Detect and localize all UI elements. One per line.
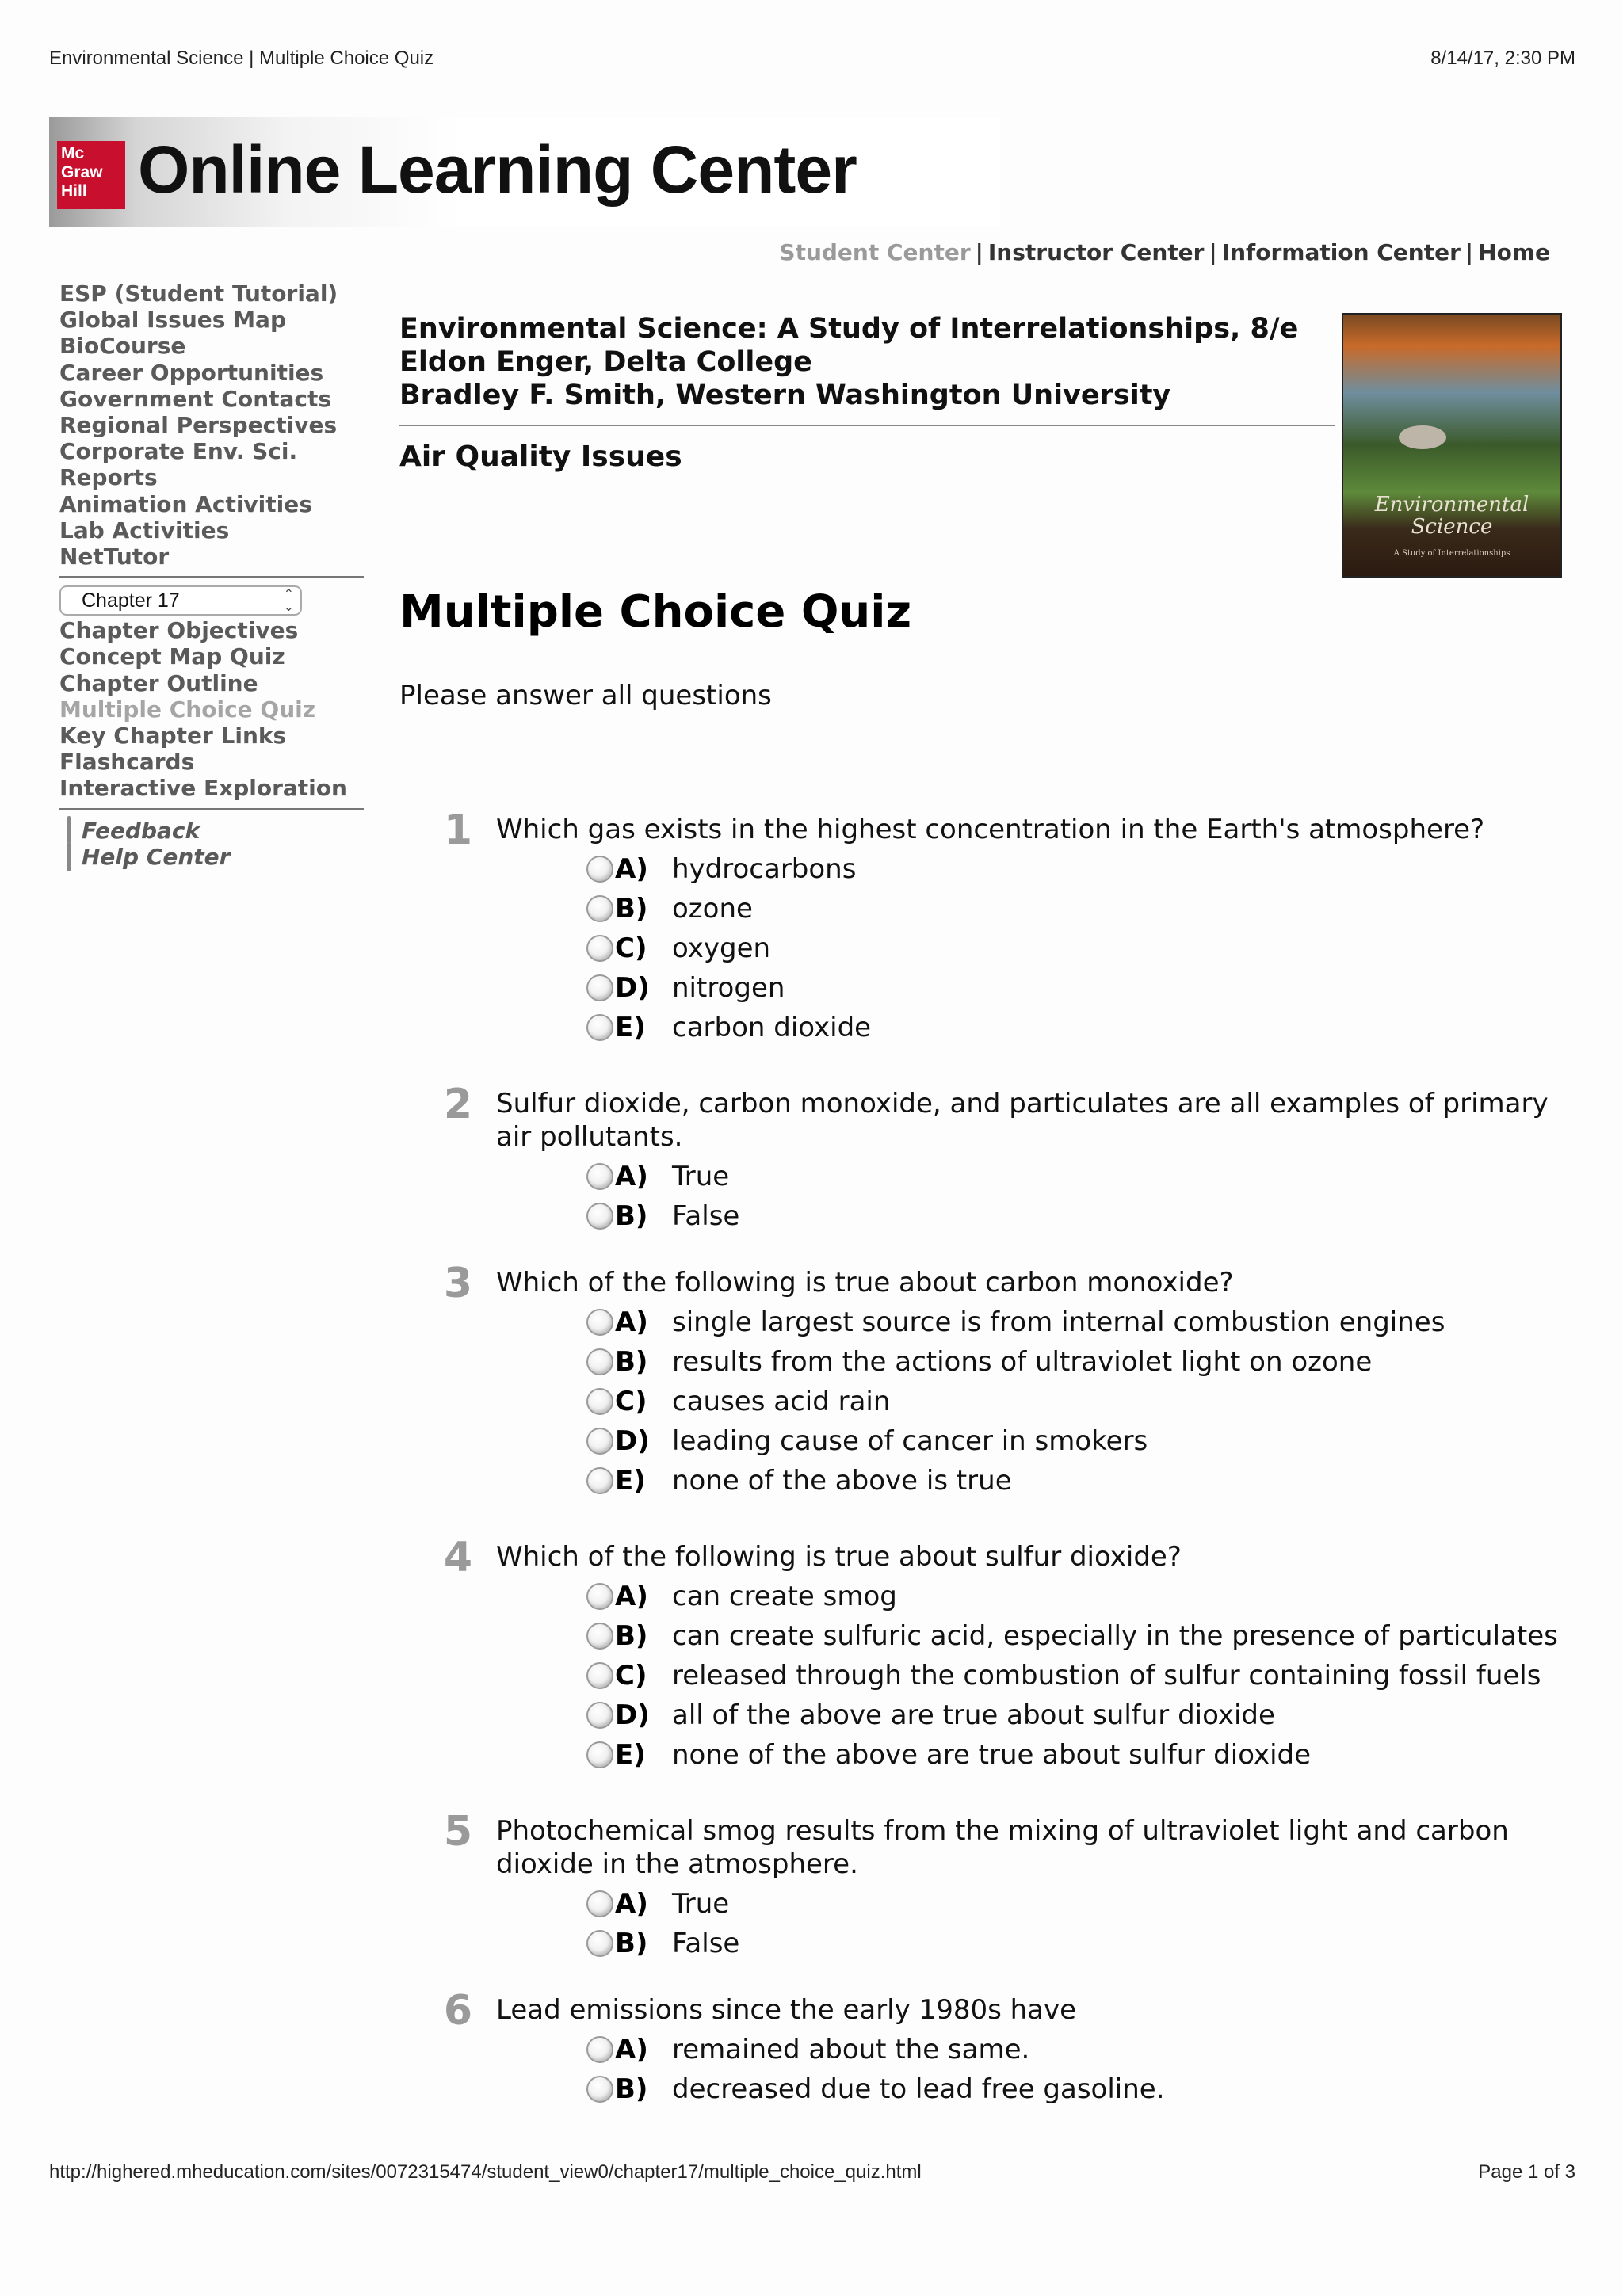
help-center-label: Help Center [82, 843, 231, 870]
radio-button[interactable] [586, 1741, 613, 1768]
option-letter: D) [615, 1425, 650, 1457]
print-header-title: Environmental Science | Multiple Choice Quiz [49, 48, 434, 69]
cover-title: Environmental Science [1374, 493, 1529, 539]
answer-options [586, 849, 871, 1047]
nav-separator: | [1209, 239, 1217, 265]
sidebar-link-concept-map-quiz[interactable]: Concept Map Quiz [59, 643, 285, 670]
radio-button[interactable] [586, 1348, 613, 1375]
option-text: none of the above is true [672, 1465, 1012, 1497]
radio-button[interactable] [586, 1662, 613, 1689]
answer-option[interactable] [586, 1302, 1445, 1342]
book-author-2: Bradley F. Smith, Western Washington University [399, 379, 1171, 411]
answer-option[interactable] [586, 889, 871, 929]
sidebar-link-feedback[interactable] [59, 818, 364, 844]
sidebar-link-biocourse[interactable]: BioCourse [59, 333, 186, 360]
radio-button[interactable] [586, 1014, 613, 1041]
print-header [49, 48, 1575, 70]
book-cover-image [1342, 313, 1562, 578]
radio-button[interactable] [586, 856, 613, 883]
radio-button[interactable] [586, 1428, 613, 1455]
option-text: False [672, 1928, 740, 1959]
option-letter: D) [615, 972, 650, 1004]
option-text: remained about the same. [672, 2034, 1030, 2065]
answer-option[interactable] [586, 1616, 1558, 1656]
radio-button[interactable] [586, 1930, 613, 1957]
option-letter: C) [615, 1660, 647, 1691]
nav-separator: | [1465, 239, 1474, 265]
radio-button[interactable] [586, 1163, 613, 1190]
banner-title: Online Learning Center [138, 132, 857, 207]
chapter-select-value: Chapter 17 [82, 589, 180, 612]
mcgraw-hill-logo: Mc Graw Hill [57, 141, 125, 209]
book-author-1: Eldon Enger, Delta College [399, 346, 812, 378]
option-text: causes acid rain [672, 1386, 891, 1417]
answer-option[interactable] [586, 1924, 739, 1963]
print-footer-url: http://highered.mheducation.com/sites/0072315474/student_view0/chapter17/multiple_choice_quiz.html [49, 2161, 922, 2183]
sidebar-link-nettutor[interactable]: NetTutor [59, 543, 170, 570]
option-letter: A) [615, 1306, 648, 1338]
option-text: all of the above are true about sulfur dioxide [672, 1699, 1275, 1731]
sidebar-link-career-opportunities[interactable]: Career Opportunities [59, 359, 324, 386]
option-text: single largest source is from internal combustion engines [672, 1306, 1445, 1338]
sidebar-link-key-chapter-links[interactable]: Key Chapter Links [59, 723, 287, 749]
answer-option[interactable] [586, 1656, 1558, 1695]
sidebar-link-regional-perspectives[interactable]: Regional Perspectives [59, 412, 338, 439]
answer-option[interactable] [586, 2069, 1165, 2109]
radio-button[interactable] [586, 1702, 613, 1729]
option-text: True [672, 1161, 730, 1192]
sidebar-link-government-contacts[interactable]: Government Contacts [59, 385, 332, 412]
option-letter: B) [615, 2073, 648, 2105]
option-text: hydrocarbons [672, 853, 857, 885]
question-text: Which of the following is true about carbon monoxide? [496, 1267, 1234, 1299]
sidebar [59, 280, 364, 870]
option-letter: B) [615, 893, 648, 925]
answer-option[interactable] [586, 2030, 1165, 2069]
answer-option[interactable] [586, 968, 871, 1008]
answer-option[interactable] [586, 1342, 1445, 1382]
option-letter: A) [615, 1581, 648, 1612]
book-info-divider [399, 425, 1335, 426]
section-title: Air Quality Issues [399, 441, 682, 473]
option-letter: B) [615, 1620, 648, 1652]
option-text: none of the above are true about sulfur dioxide [672, 1739, 1312, 1771]
question-text: Sulfur dioxide, carbon monoxide, and particulates are all examples of primary air pollutants. [496, 1088, 1549, 1153]
nav-separator: | [975, 239, 983, 265]
answer-options [586, 2030, 1165, 2109]
answer-option[interactable] [586, 1577, 1558, 1616]
option-letter: D) [615, 1699, 650, 1731]
option-letter: B) [615, 1928, 648, 1959]
answer-options [586, 1302, 1445, 1501]
question-number: 3 [443, 1260, 473, 1307]
feedback-label: Feedback [82, 817, 200, 844]
option-text: True [672, 1888, 730, 1920]
print-footer [49, 2161, 1575, 2183]
sidebar-link-corporate-env-sci[interactable]: Corporate Env. Sci. [59, 438, 298, 465]
radio-button[interactable] [586, 1890, 613, 1917]
sidebar-link-global-issues-map[interactable]: Global Issues Map [59, 307, 286, 334]
answer-options [586, 1884, 739, 1963]
select-arrows-icon: ⌃ ⌄ [283, 588, 294, 615]
question-text: Photochemical smog results from the mixing of ultraviolet light and carbon dioxide in the atmosphere. [496, 1815, 1509, 1880]
answer-option[interactable] [586, 1695, 1558, 1735]
question-number: 1 [443, 807, 473, 854]
radio-button[interactable] [586, 1583, 613, 1610]
sidebar-link-esp[interactable]: ESP (Student Tutorial) [59, 280, 338, 307]
nav-instructor-center[interactable]: Instructor Center [987, 239, 1205, 265]
question-number: 2 [443, 1081, 473, 1128]
top-nav [779, 239, 1550, 265]
sidebar-link-interactive-exploration[interactable]: Interactive Exploration [59, 775, 347, 802]
answer-option[interactable] [586, 1382, 1445, 1421]
option-letter: A) [615, 2034, 648, 2065]
option-text: released through the combustion of sulfur containing fossil fuels [672, 1660, 1541, 1691]
question-text: Lead emissions since the early 1980s have [496, 1994, 1077, 2026]
diamond-bullet-icon [67, 816, 71, 845]
radio-button[interactable] [586, 1623, 613, 1650]
sidebar-divider [59, 808, 364, 810]
sidebar-link-lab-activities[interactable]: Lab Activities [59, 517, 230, 543]
answer-option[interactable] [586, 849, 871, 889]
option-letter: E) [615, 1465, 646, 1497]
option-text: nitrogen [672, 972, 785, 1004]
option-letter: E) [615, 1739, 646, 1771]
answer-option[interactable] [586, 1157, 739, 1196]
chapter-select[interactable] [59, 585, 302, 616]
answer-options [586, 1157, 739, 1236]
answer-option[interactable] [586, 1461, 1445, 1501]
quiz-instructions: Please answer all questions [399, 680, 772, 711]
sidebar-link-help-center[interactable] [59, 844, 364, 870]
sidebar-link-flashcards[interactable]: Flashcards [59, 749, 195, 776]
quiz-title: Multiple Choice Quiz [399, 586, 912, 638]
radio-button[interactable] [586, 1203, 613, 1230]
option-letter: C) [615, 933, 647, 964]
answer-option[interactable] [586, 1196, 739, 1236]
radio-button[interactable] [586, 1467, 613, 1494]
option-letter: A) [615, 853, 648, 885]
question-number: 5 [443, 1808, 473, 1855]
option-text: decreased due to lead free gasoline. [672, 2073, 1165, 2105]
sidebar-link-chapter-outline[interactable]: Chapter Outline [59, 669, 258, 696]
radio-button[interactable] [586, 1388, 613, 1415]
print-header-datetime: 8/14/17, 2:30 PM [1430, 48, 1575, 69]
sidebar-divider [59, 576, 364, 578]
cover-rock-shape [1399, 425, 1446, 449]
radio-button[interactable] [586, 935, 613, 962]
option-letter: A) [615, 1161, 648, 1192]
nav-student-center[interactable]: Student Center [779, 239, 971, 265]
answer-option[interactable] [586, 929, 871, 968]
diamond-bullet-icon [67, 842, 71, 871]
option-letter: C) [615, 1386, 647, 1417]
sidebar-link-reports[interactable]: Reports [59, 464, 158, 491]
nav-information-center[interactable]: Information Center [1221, 239, 1461, 265]
nav-home[interactable]: Home [1478, 239, 1550, 265]
banner [49, 117, 1000, 227]
question-number: 6 [443, 1987, 473, 2035]
radio-button[interactable] [586, 2076, 613, 2103]
answer-option[interactable] [586, 1884, 739, 1924]
option-letter: E) [615, 1012, 646, 1043]
sidebar-link-animation-activities[interactable]: Animation Activities [59, 490, 312, 517]
option-letter: A) [615, 1888, 648, 1920]
option-text: oxygen [672, 933, 771, 964]
sidebar-link-chapter-objectives[interactable]: Chapter Objectives [59, 617, 299, 644]
option-letter: B) [615, 1200, 648, 1232]
sidebar-link-multiple-choice-quiz[interactable]: Multiple Choice Quiz [59, 696, 316, 723]
cover-subtitle: A Study of Interrelationships [1393, 549, 1510, 558]
option-text: results from the actions of ultraviolet light on ozone [672, 1346, 1373, 1378]
option-text: False [672, 1200, 740, 1232]
book-info [399, 312, 1335, 412]
question-number: 4 [443, 1534, 473, 1581]
radio-button[interactable] [586, 1309, 613, 1336]
answer-option[interactable] [586, 1735, 1558, 1775]
option-text: ozone [672, 893, 753, 925]
book-title: Environmental Science: A Study of Interrelationships, 8/e [399, 313, 1299, 345]
option-text: leading cause of cancer in smokers [672, 1425, 1148, 1457]
answer-options [586, 1577, 1558, 1775]
option-text: carbon dioxide [672, 1012, 872, 1043]
option-text: can create sulfuric acid, especially in the presence of particulates [672, 1620, 1558, 1652]
print-footer-page: Page 1 of 3 [1478, 2161, 1575, 2183]
option-letter: B) [615, 1346, 648, 1378]
question-text: Which gas exists in the highest concentration in the Earth's atmosphere? [496, 814, 1485, 845]
radio-button[interactable] [586, 895, 613, 922]
radio-button[interactable] [586, 974, 613, 1001]
question-text: Which of the following is true about sulfur dioxide? [496, 1541, 1182, 1573]
option-text: can create smog [672, 1581, 897, 1612]
answer-option[interactable] [586, 1008, 871, 1047]
radio-button[interactable] [586, 2036, 613, 2063]
answer-option[interactable] [586, 1421, 1445, 1461]
